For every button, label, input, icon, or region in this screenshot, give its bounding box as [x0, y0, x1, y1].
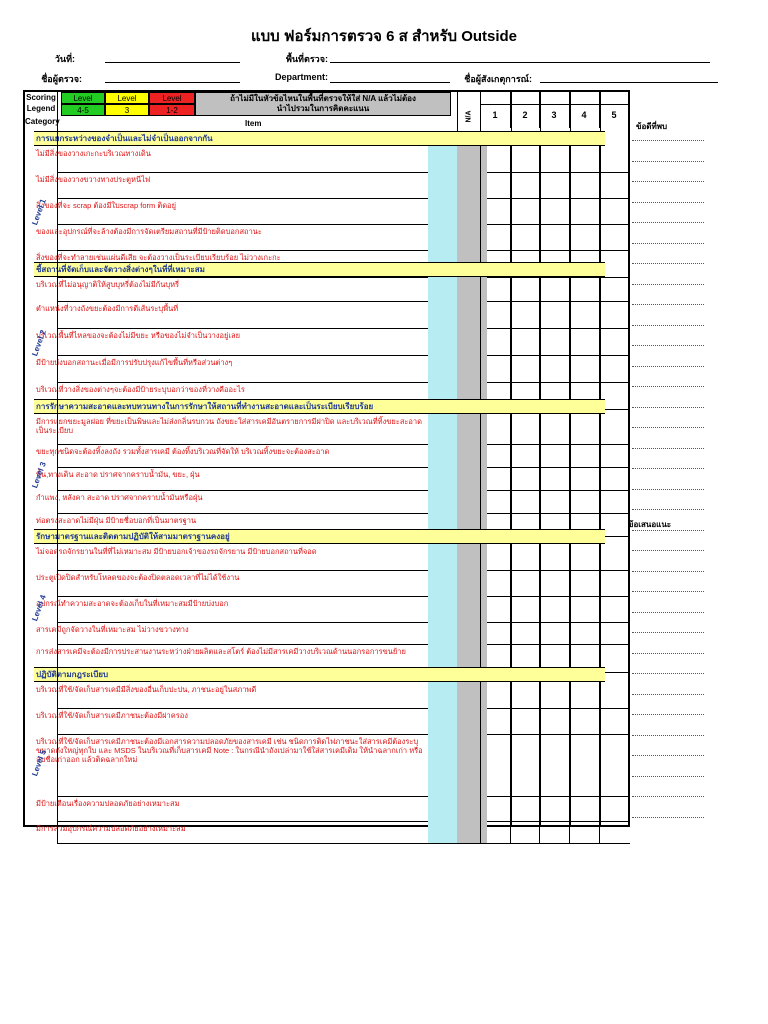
score-cell-divider: [480, 172, 481, 198]
note-line[interactable]: [632, 673, 704, 674]
score-cell-divider: [480, 734, 481, 796]
checklist-item: มีการสวมอุปกรณ์ความปลอดภัยอย่างเหมาะสม: [36, 824, 186, 833]
category-header: Category: [25, 117, 60, 126]
row-divider: [57, 490, 630, 491]
score-cell-divider: [569, 224, 570, 250]
score-cell-divider: [480, 490, 481, 513]
score-cell-divider: [569, 490, 570, 513]
score-cell-divider: [510, 544, 511, 570]
na-cell[interactable]: [428, 224, 457, 250]
score-cell-divider: [510, 414, 511, 444]
note-line[interactable]: [632, 796, 704, 797]
note-line[interactable]: [632, 694, 704, 695]
score-cell-divider: [569, 467, 570, 490]
score-cell-1[interactable]: [457, 708, 487, 734]
score-cell-divider: [510, 796, 511, 821]
score-cell-divider: [510, 708, 511, 734]
observer-field[interactable]: [540, 82, 718, 83]
note-line[interactable]: [632, 550, 704, 551]
score-cell-divider: [569, 682, 570, 708]
legend-range-high: 4-5: [61, 104, 105, 116]
observer-label: ชื่อผู้สังเกตุการณ์:: [464, 74, 532, 84]
score-cell-divider: [599, 467, 600, 490]
row-divider: [57, 708, 630, 709]
score-header-5: 5: [611, 110, 617, 120]
note-line[interactable]: [632, 776, 704, 777]
inspector-field[interactable]: [105, 82, 240, 83]
level-label: [25, 146, 59, 277]
score-cell-divider: [599, 172, 600, 198]
note-line[interactable]: [632, 632, 704, 633]
note-line[interactable]: [632, 653, 704, 654]
na-cell[interactable]: [428, 622, 457, 644]
score-cell-1[interactable]: [457, 734, 487, 796]
checklist-item: ตำแหน่งที่วางถังขยะต้องมีการตีเส้นระบุพื้นที่: [36, 304, 179, 313]
found-label: ข้อดีที่พบ: [636, 122, 668, 131]
score-cell-divider: [510, 596, 511, 622]
score-cell-divider: [510, 224, 511, 250]
row-divider: [57, 821, 630, 822]
na-cell[interactable]: [428, 444, 457, 467]
score-cell-divider: [510, 328, 511, 355]
na-cell[interactable]: [428, 146, 457, 172]
category-divider: [57, 667, 58, 843]
score-cell-divider: [569, 570, 570, 596]
score-cell-divider: [599, 570, 600, 596]
score-cell-divider: [510, 355, 511, 382]
score-cell-divider: [510, 622, 511, 644]
na-cell[interactable]: [428, 821, 457, 843]
score-cell-divider: [510, 198, 511, 224]
score-cell-divider: [599, 198, 600, 224]
row-divider: [57, 250, 630, 251]
score-cell-1[interactable]: [457, 467, 487, 490]
legend-level-mid: Level: [105, 92, 149, 104]
score-cell-divider: [539, 596, 540, 622]
score-header-2: 2: [522, 110, 528, 120]
na-cell[interactable]: [428, 328, 457, 355]
score-cell-divider: [569, 734, 570, 796]
note-line[interactable]: [632, 243, 704, 244]
score-cell-divider: [480, 198, 481, 224]
score-cell-1[interactable]: [457, 277, 487, 301]
score-cell-1[interactable]: [457, 821, 487, 843]
note-line[interactable]: [632, 755, 704, 756]
level-text: Level 1: [30, 197, 48, 226]
score-cell-divider: [539, 444, 540, 467]
checklist-item: บริเวณที่วางสิ่งของต่างๆจะต้องมีป้ายระบุบอกว่าของที่วางคืออะไร: [36, 385, 245, 394]
na-cell[interactable]: [428, 708, 457, 734]
row-divider: [57, 198, 630, 199]
na-cell[interactable]: [428, 414, 457, 444]
row-divider: [57, 596, 630, 597]
score-header-line: [480, 91, 630, 92]
note-line[interactable]: [632, 181, 704, 182]
score-cell-divider: [539, 622, 540, 644]
na-cell[interactable]: [428, 734, 457, 796]
score-cell-divider: [510, 146, 511, 172]
note-line[interactable]: [632, 284, 704, 285]
score-cell-divider: [510, 821, 511, 843]
note-line[interactable]: [632, 345, 704, 346]
note-line[interactable]: [632, 448, 704, 449]
score-cell-1[interactable]: [457, 224, 487, 250]
score-cell-1[interactable]: [457, 146, 487, 172]
checklist-item: ไม่มีสิ่งของวางขวางทางประตูหนีไฟ: [36, 175, 151, 184]
note-line[interactable]: [632, 222, 704, 223]
score-cell-divider: [569, 328, 570, 355]
legend-range-low: 1-2: [149, 104, 195, 116]
row-divider: [57, 734, 630, 735]
note-line[interactable]: [632, 407, 704, 408]
na-cell[interactable]: [428, 301, 457, 328]
note-line[interactable]: [632, 325, 704, 326]
category-divider: [57, 131, 58, 277]
score-cell-divider: [480, 444, 481, 467]
note-line[interactable]: [632, 714, 704, 715]
score-cell-divider: [599, 622, 600, 644]
note-line[interactable]: [632, 530, 704, 531]
level-text: Level 2: [30, 328, 48, 358]
score-cell-divider: [480, 682, 481, 708]
score-cell-divider: [539, 198, 540, 224]
item-header: Item: [245, 119, 262, 128]
checklist-item: สิ่งของที่จะทำลายเช่นแผ่นดีเสีย จะต้องวางเป็นระเบียบเรียบร้อย ไม่วางเกะกะ: [36, 253, 281, 262]
checklist-item: บริเวณที่ใช้/จัดเก็บสารเคมีภาชนะต้องมีฝาครอง: [36, 711, 188, 720]
score-cell-1[interactable]: [457, 301, 487, 328]
row-divider: [57, 224, 630, 225]
score-cell-divider: [539, 277, 540, 301]
row-divider: [57, 570, 630, 571]
level-label: [25, 544, 59, 672]
na-header: N/A: [465, 110, 473, 123]
note-line[interactable]: [632, 489, 704, 490]
score-cell-divider: [480, 328, 481, 355]
score-cell-divider: [599, 821, 600, 843]
score-cell-divider: [599, 490, 600, 513]
score-cell-divider: [539, 301, 540, 328]
section-header: ชี้สถานที่จัดเก็บและจัดวางสิ่งต่างๆในที่ที่เหมาะสม: [34, 262, 605, 277]
area-label: พื้นที่ตรวจ:: [285, 54, 328, 64]
row-divider: [57, 513, 630, 514]
score-cell-divider: [569, 355, 570, 382]
na-cell[interactable]: [428, 198, 457, 224]
score-cell-divider: [480, 708, 481, 734]
score-cell-divider: [480, 570, 481, 596]
section-header: การรักษาความสะอาดและทบทวนทางในการรักษาให้สถานที่ทำงานสะอาดและเป็นระเบียบเรียบร้อย: [34, 399, 605, 414]
row-divider: [57, 382, 630, 383]
category-divider: [57, 262, 58, 409]
score-cell-divider: [539, 570, 540, 596]
score-cell-divider: [510, 734, 511, 796]
score-cell-divider: [539, 544, 540, 570]
level-text: Level 4: [30, 593, 48, 623]
score-cell-divider: [569, 596, 570, 622]
score-cell-divider: [599, 328, 600, 355]
row-divider: [57, 301, 630, 302]
form-title: แบบ ฟอร์มการตรวจ 6 ส สำหรับ Outside: [250, 28, 518, 45]
row-divider: [57, 172, 630, 173]
score-cell-divider: [569, 821, 570, 843]
score-cell-divider: [569, 444, 570, 467]
na-cell[interactable]: [428, 490, 457, 513]
checklist-item: สารเคมีถูกจัดวางในที่เหมาะสม ไม่วางขวางทาง: [36, 625, 189, 634]
row-divider: [57, 444, 630, 445]
row-divider: [57, 328, 630, 329]
row-divider: [57, 796, 630, 797]
department-field[interactable]: [330, 82, 450, 83]
date-label: วันที่:: [54, 54, 75, 64]
score-cell-divider: [510, 444, 511, 467]
legend-level-low: Level: [149, 92, 195, 104]
score-cell-divider: [569, 277, 570, 301]
row-divider: [57, 277, 630, 278]
note-line[interactable]: [632, 612, 704, 613]
score-cell-divider: [480, 467, 481, 490]
score-cell-1[interactable]: [457, 414, 487, 444]
score-cell-1[interactable]: [457, 198, 487, 224]
checklist-item: บริเวณพื้นที่ไหลของจะต้องไม่มีขยะ หรือของไม่จำเป็นวางอยู่เลย: [36, 331, 240, 340]
score-cell-1[interactable]: [457, 355, 487, 382]
score-cell-divider: [539, 708, 540, 734]
score-cell-divider: [539, 467, 540, 490]
score-cell-divider: [510, 467, 511, 490]
score-cell-divider: [569, 172, 570, 198]
score-cell-divider: [480, 796, 481, 821]
na-cell[interactable]: [428, 277, 457, 301]
section-header: การแยกระหว่างของจำเป็นและไม่จำเป็นออกจากกัน: [34, 131, 605, 146]
score-header-1: 1: [492, 110, 498, 120]
note-line[interactable]: [632, 263, 704, 264]
na-cell[interactable]: [428, 570, 457, 596]
checklist-item: อุปกรณ์ทำความสะอาดจะต้องเก็บในที่เหมาะสมมีป้ายบ่งบอก: [36, 599, 229, 608]
score-cell-1[interactable]: [457, 544, 487, 570]
checklist-item: ประตูเปิดปิดสำหรับโหลดของจะต้องปิดตลอดเวลาที่ไม่ได้ใช้งาน: [36, 573, 240, 582]
score-cell-divider: [599, 544, 600, 570]
score-cell-divider: [480, 544, 481, 570]
na-cell[interactable]: [428, 172, 457, 198]
row-divider: [57, 843, 630, 844]
score-cell-divider: [480, 146, 481, 172]
score-cell-divider: [510, 172, 511, 198]
score-header-col: [599, 92, 600, 128]
note-line[interactable]: [632, 140, 704, 141]
note-line[interactable]: [632, 735, 704, 736]
note-line[interactable]: [632, 366, 704, 367]
checklist-item: พื้น,ทางเดิน สะอาด ปราศจากคราบน้ำมัน, ขยะ, ฝุ่น: [36, 470, 200, 479]
note-line[interactable]: [632, 202, 704, 203]
checklist-item: บริเวณที่ใช้/จัดเก็บสารเคมีมีสิ่งของอื่นเก็บปะปน, ภาชนะอยู่ในสภาพดี: [36, 685, 257, 694]
score-cell-divider: [480, 224, 481, 250]
score-header-col: [569, 92, 570, 128]
score-cell-divider: [480, 301, 481, 328]
checklist-item: บริเวณที่ไม่อนุญาติให้สูบบุหรี่ต้องไม่มีก้นบุหรี่: [36, 280, 180, 289]
score-cell-divider: [480, 622, 481, 644]
checklist-item: มีป้ายบ่งบอกสถานะเมื่อมีการปรับปรุงแก้ไขพื้นที่หรือส่วนต่างๆ: [36, 358, 233, 367]
na-cell[interactable]: [428, 596, 457, 622]
na-cell[interactable]: [428, 544, 457, 570]
na-note: ถ้าไม่มีในหัวข้อไหนในพื้นที่ตรวจให้ใส่ N/A แล้วไม่ต้องนำไปรวมในการคิดคะแนน: [195, 92, 451, 116]
score-header-4: 4: [581, 110, 587, 120]
score-cell-1[interactable]: [457, 444, 487, 467]
category-divider: [57, 529, 58, 672]
row-divider: [57, 355, 630, 356]
score-cell-divider: [539, 414, 540, 444]
score-cell-divider: [510, 301, 511, 328]
score-cell-divider: [569, 414, 570, 444]
checklist-item: การส่งสารเคมีจะต้องมีการประสานงานระหว่างฝ่ายผลิตและสโตร์ ต้องไม่มีสารเคมีวางบริเวณด้านนอกรอการขนย้าย: [36, 647, 406, 656]
score-cell-divider: [569, 544, 570, 570]
checklist-item: บริเวณที่ใช้/จัดเก็บสารเคมีภาชนะต้องมีเอกสารความปลอดภัยของสารเคมี เช่น ชนิดการติดไฟภาชนะใส่สารเคมีต้องระบุขนาดถังใหญ่ทุกใบ และ MSDS ในบริเวณที่เก็บสารเคมี Note : ในกรณีนำถังเปล่ามาใช้ใส่สารเคมีเดิม ให้นำฉลากเก่า หรือลบชื่อเก่าออก แล้วติดฉลากใหม่: [36, 737, 423, 764]
section-header: รักษามาตรฐานและติดตามปฏิบัติให้สามมาตราฐานคงอยู่: [34, 529, 605, 544]
score-cell-divider: [599, 224, 600, 250]
checklist-item: ของและอุปกรณ์ที่จะล้างต้องมีการจัดเตรียมสถานที่มีป้ายติดบอกสถานะ: [36, 227, 262, 236]
note-line[interactable]: [632, 427, 704, 428]
score-cell-divider: [569, 708, 570, 734]
score-cell-divider: [599, 796, 600, 821]
scoring-legend-label: Scoring Legend: [26, 93, 56, 113]
legend-level-high: Level: [61, 92, 105, 104]
checklist-item: มีการแยกขยะมูลฝอย ที่ขยะเป็นพิษและไม่ส่งกลิ่นรบกวน ถังขยะใส่สารเคมีอันตรายการมีฝาปิด และบริเวณที่ทิ้งขยะสะอาด เป็นระเบียบ: [36, 417, 423, 435]
score-cell-divider: [480, 821, 481, 843]
score-cell-divider: [510, 570, 511, 596]
na-cell[interactable]: [428, 796, 457, 821]
area-field[interactable]: [330, 62, 710, 63]
score-cell-divider: [539, 355, 540, 382]
na-cell[interactable]: [428, 355, 457, 382]
row-divider: [57, 644, 630, 645]
score-cell-1[interactable]: [457, 490, 487, 513]
score-cell-divider: [539, 224, 540, 250]
score-cell-divider: [539, 796, 540, 821]
score-header-3: 3: [551, 110, 557, 120]
note-line[interactable]: [632, 817, 704, 818]
checklist-item: ไม่จอดรถจักรยานในที่ที่ไม่เหมาะสม มีป้ายบอกเจ้าของรถจักรยาน มีป้ายบอกสถานที่จอด: [36, 547, 317, 556]
score-header-line: [480, 104, 630, 105]
score-cell-divider: [480, 355, 481, 382]
score-cell-divider: [569, 796, 570, 821]
checklist-item: ไม่มีสิ่งของวางเกะกะบริเวณทางเดิน: [36, 149, 151, 158]
score-cell-divider: [510, 277, 511, 301]
score-header-col: [539, 92, 540, 128]
score-cell-divider: [569, 622, 570, 644]
row-divider: [57, 622, 630, 623]
score-cell-divider: [569, 301, 570, 328]
category-divider: [57, 399, 58, 536]
note-line[interactable]: [632, 468, 704, 469]
note-line[interactable]: [632, 386, 704, 387]
score-cell-divider: [599, 708, 600, 734]
row-divider: [57, 467, 630, 468]
checklist-item: ท่อตรงสะอาดไม่มีฝุ่น มีป้ายชื่อบอกที่เป็นมาตรฐาน: [36, 516, 197, 525]
score-cell-1[interactable]: [457, 622, 487, 644]
level-text: Level 3: [30, 460, 48, 490]
date-field[interactable]: [105, 62, 240, 63]
score-cell-divider: [599, 596, 600, 622]
department-label: Department:: [274, 72, 328, 82]
score-cell-divider: [539, 172, 540, 198]
score-cell-divider: [599, 301, 600, 328]
score-cell-divider: [539, 328, 540, 355]
checklist-item: ขยะทุกชนิดจะต้องทิ้งลงถัง รวมทั้งสารเคมี ต้องทิ้งบริเวณที่จัดให้ บริเวณทิ้งขยะจะต้องสะอาด: [36, 447, 330, 456]
score-cell-divider: [539, 682, 540, 708]
score-cell-divider: [599, 682, 600, 708]
na-cell[interactable]: [428, 467, 457, 490]
score-cell-divider: [599, 444, 600, 467]
score-cell-divider: [569, 198, 570, 224]
note-line[interactable]: [632, 591, 704, 592]
score-cell-divider: [599, 277, 600, 301]
note-line[interactable]: [632, 509, 704, 510]
na-cell[interactable]: [428, 682, 457, 708]
score-cell-divider: [480, 277, 481, 301]
score-header-col: [510, 92, 511, 128]
checklist-item: สิ่งของที่จะ scrap ต้องมีใบscrap form ติดอยู่: [36, 201, 176, 210]
note-line[interactable]: [632, 161, 704, 162]
score-cell-1[interactable]: [457, 172, 487, 198]
score-cell-1[interactable]: [457, 328, 487, 355]
score-cell-divider: [480, 596, 481, 622]
score-header-col: [480, 92, 481, 128]
score-cell-divider: [480, 414, 481, 444]
section-header: ปฏิบัติตามกฎระเบียบ: [34, 667, 605, 682]
level-label: [25, 682, 59, 843]
level-label: [25, 414, 59, 536]
level-label: [25, 277, 59, 409]
suggest-label: ข้อเสนอแนะ: [628, 520, 672, 529]
score-cell-divider: [510, 490, 511, 513]
inspector-label: ชื่อผู้ตรวจ:: [41, 74, 82, 84]
score-cell-divider: [539, 146, 540, 172]
score-cell-divider: [599, 146, 600, 172]
score-cell-divider: [599, 355, 600, 382]
legend-range-mid: 3: [105, 104, 149, 116]
score-cell-1[interactable]: [457, 796, 487, 821]
score-cell-divider: [539, 734, 540, 796]
note-line[interactable]: [632, 571, 704, 572]
score-cell-divider: [510, 682, 511, 708]
score-cell-divider: [599, 414, 600, 444]
checklist-item: กำแพง, หลังคา สะอาด ปราศจากคราบน้ำมันหรือฝุ่น: [36, 493, 203, 502]
score-cell-divider: [569, 146, 570, 172]
checklist-item: มีป้ายเตือนเรื่องความปลอดภัยอย่างเหมาะสม: [36, 799, 180, 808]
score-cell-divider: [539, 821, 540, 843]
score-cell-1[interactable]: [457, 596, 487, 622]
level-text: Level 5: [30, 748, 48, 777]
note-line[interactable]: [632, 304, 704, 305]
score-cell-divider: [599, 734, 600, 796]
score-cell-1[interactable]: [457, 570, 487, 596]
score-cell-1[interactable]: [457, 682, 487, 708]
score-cell-divider: [539, 490, 540, 513]
